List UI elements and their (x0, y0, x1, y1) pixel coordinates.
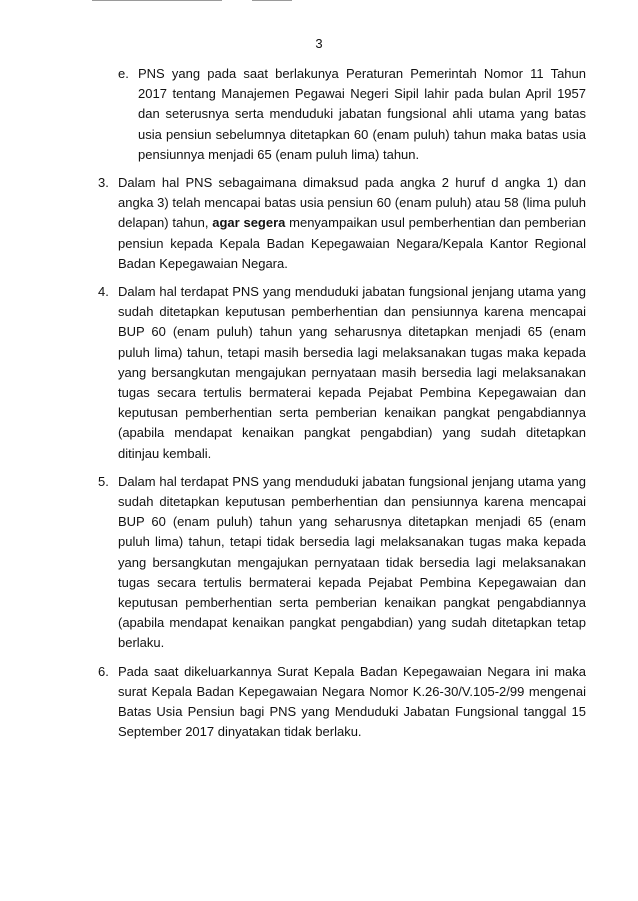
list-item-6 (98, 662, 586, 743)
scan-mark-left (92, 0, 222, 1)
list-item-text (118, 173, 586, 274)
list-item-4 (98, 282, 586, 464)
list-marker: 5. (98, 473, 109, 489)
page-number: 3 (315, 36, 323, 51)
list-marker: 6. (98, 663, 109, 679)
document-body (98, 64, 586, 751)
text-segment: menyampaikan usul pemberhentian dan pemberian pensiun kepada Kepala Badan Kepegawaian Negara/Kepala Kantor Regional Badan Kepegawaian Negara. (118, 215, 586, 271)
list-marker: 4. (98, 284, 109, 300)
list-item-text: Dalam hal terdapat PNS yang menduduki jabatan fungsional jenjang utama yang sudah ditetapkan keputusan pemberhentian dan pensiunnya karena mencapai BUP 60 (enam puluh) tahun yang seharusnya ditetapkan menjadi 65 (enam puluh lima) tahun, tetapi masih bersedia lagi melaksanakan tugas maka kepada yang bersangkutan mengajukan pernyataan masih bersedia lagi melaksanakan tugas secara tertulis bermaterai kepada Pejabat Pembina Kepegawaian dan keputusan pemberhentian serta pemberian kenaikan pangkat pengabdiannya (apabila mendapat kenaikan pangkat pengabdian) yang sudah ditetapkan ditinjau kembali. (118, 284, 586, 461)
list-item-text: Dalam hal terdapat PNS yang menduduki jabatan fungsional jenjang utama yang sudah ditetapkan keputusan pemberhentian dan pensiunnya karena mencapai BUP 60 (enam puluh) tahun yang seharusnya ditetapkan menjadi 65 (enam puluh lima) tahun, tetapi tidak bersedia lagi melaksanakan tugas maka kepada yang bersangkutan mengajukan pernyataan tidak bersedia lagi melaksanakan tugas secara tertulis bermaterai kepada Pejabat Pembina Kepegawaian dan keputusan pemberhentian serta pemberian kenaikan pangkat pengabdiannya (apabila mendapat kenaikan pangkat pengabdian) yang sudah ditetapkan tetap berlaku. (118, 473, 586, 651)
list-item-text: PNS yang pada saat berlakunya Peraturan Pemerintah Nomor 11 Tahun 2017 tentang Manajemen Pegawai Negeri Sipil lahir pada bulan April 1957 dan seterusnya serta menduduki jabatan fungsional ahli utama yang batas usia pensiun sebelumnya ditetapkan 60 (enam puluh) tahun maka batas usia pensiunnya menjadi 65 (enam puluh lima) tahun. (138, 66, 586, 162)
list-marker: 3. (98, 175, 109, 191)
bold-emphasis: agar segera (212, 215, 286, 231)
list-item-e (98, 64, 586, 165)
list-item-text: Pada saat dikeluarkannya Surat Kepala Badan Kepegawaian Negara ini maka surat Kepala Badan Kepegawaian Negara Nomor K.26-30/V.105-2/99 mengenai Batas Usia Pensiun bagi PNS yang Menduduki Jabatan Fungsional tanggal 15 September 2017 dinyatakan tidak berlaku. (118, 663, 586, 740)
list-item-3 (98, 173, 586, 274)
text-segment: Dalam hal PNS sebagaimana dimaksud pada angka 2 huruf d angka 1) dan angka 3) telah mencapai batas usia pensiun 60 (enam puluh) atau 58 (lima puluh delapan) tahun, (118, 175, 586, 231)
scan-mark-right (252, 0, 292, 1)
list-item-5 (98, 472, 586, 654)
list-marker: e. (118, 66, 129, 81)
